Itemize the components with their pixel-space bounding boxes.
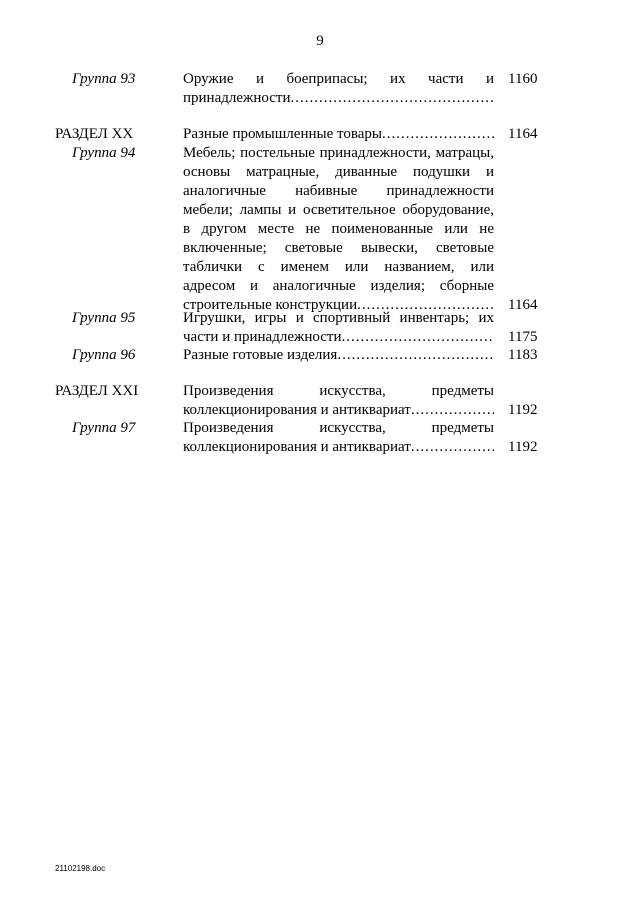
toc-line: Игрушки, игры и спортивный инвентарь; их [183,310,494,326]
file-name-footer: 21102198.doc [55,864,106,873]
toc-entry-description [183,309,494,347]
toc-line-text: коллекционирования и антиквариат [183,439,411,455]
toc-entry-page: 1175 [508,329,538,345]
toc-entry-description [183,144,494,315]
toc-line: Произведения искусства, предметы [183,420,494,436]
toc-line-text: Разные промышленные товары [183,126,382,142]
toc-line: в другом месте не поименованные или не [183,221,494,237]
toc-line: мебели; лампы и осветительное оборудование, [183,202,494,218]
toc-entry-label: Группа 97 [72,420,136,436]
toc-line: Мебель; постельные принадлежности, матрацы, [183,145,494,161]
toc-line-text: Разные готовые изделия [183,347,338,363]
toc-entry-description [183,70,494,108]
toc-entry-description [183,419,494,457]
toc-entry-description [183,382,494,420]
toc-line-last [183,125,494,144]
toc-line: Произведения искусства, предметы [183,383,494,399]
toc-line-last [183,89,494,108]
leader-dots [342,328,495,347]
toc-line: Оружие и боеприпасы; их части и [183,71,494,87]
toc-line-text: коллекционирования и антиквариат [183,402,411,418]
toc-entry-page: 1164 [508,126,538,142]
toc-entry-label: Группа 95 [72,310,136,326]
toc-entry-description [183,346,494,365]
toc-line-last [183,346,494,365]
toc-line-text: принадлежности [183,90,291,106]
toc-entry-label: Группа 96 [72,347,136,363]
toc-line-text: строительные конструкции [183,297,358,313]
toc-line-text: части и принадлежности [183,329,342,345]
toc-entry-page: 1160 [508,71,538,87]
toc-line: адресом и аналогичные изделия; сборные [183,278,494,294]
leader-dots [411,401,494,420]
toc-entry-label: Группа 94 [72,145,136,161]
toc-line-last [183,328,494,347]
toc-entry-page: 1164 [508,297,538,313]
toc-entry-page: 1192 [508,402,538,418]
toc-line: основы матрацные, диванные подушки и [183,164,494,180]
toc-line: включенные; световые вывески, световые [183,240,494,256]
leader-dots [382,125,494,144]
leader-dots [337,346,494,365]
toc-line-last [183,438,494,457]
toc-entry-label: РАЗДЕЛ XX [55,126,134,142]
leader-dots [291,89,494,108]
toc-entry-page: 1183 [508,347,538,363]
toc-entry-page: 1192 [508,439,538,455]
toc-entry-label: Группа 93 [72,71,136,87]
toc-line: аналогичные набивные принадлежности [183,183,494,199]
toc-entry-description [183,125,494,144]
toc-entry-label: РАЗДЕЛ XXI [55,383,139,399]
toc-line: таблички с именем или названием, или [183,259,494,275]
page-number: 9 [316,33,324,49]
leader-dots [411,438,494,457]
toc-line-last [183,401,494,420]
